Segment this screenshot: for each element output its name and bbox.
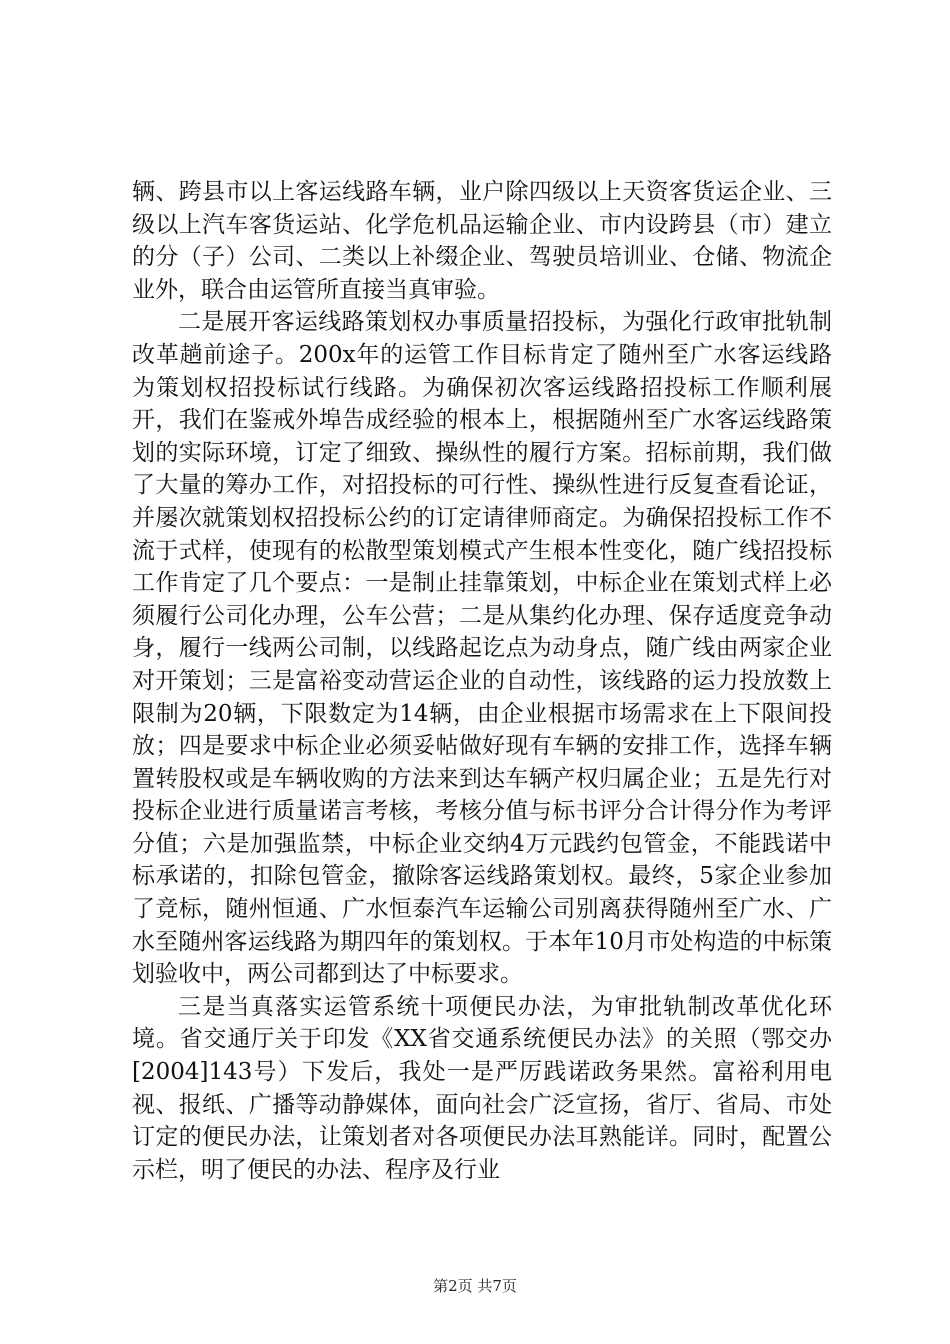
body-text	[132, 176, 832, 1186]
paragraph-convenience-measures: 三是当真落实运管系统十项便民办法，为审批轨制改革优化环境。省交通厅关于印发《XX省交通系统便民办法》的关照（鄂交办[2004]143号）下发后，我处一是严厉践诺政务果然。富裕利用电视、报纸、广播等动静媒体，面向社会广泛宣扬，省厅、省局、市处订定的便民办法，让策划者对各项便民办法耳熟能详。同时，配置公示栏，明了便民的办法、程序及行业	[132, 993, 832, 1183]
page-footer: 第2页 共7页	[433, 1277, 517, 1295]
paragraph-continued: 辆、跨县市以上客运线路车辆，业户除四级以上天资客货运企业、三级以上汽车客货运站、化学危机品运输企业、市内设跨县（市）建立的分（子）公司、二类以上补缀企业、驾驶员培训业、仓储、物流企业外，联合由运管所直接当真审验。	[132, 179, 832, 303]
paragraph-bidding: 二是展开客运线路策划权办事质量招投标，为强化行政审批轨制改革趟前途子。200x年的运管工作目标肯定了随州至广水客运线路为策划权招投标试行线路。为确保初次客运线路招投标工作顺利展开，我们在鉴戒外埠告成经验的根本上，根据随州至广水客运线路策划的实际环境，订定了细致、操纵性的履行方案。招标前期，我们做了大量的筹办工作，对招投标的可行性、操纵性进行反复查看论证，并屡次就策划权招投标公约的订定请律师商定。为确保招投标工作不流于式样，使现有的松散型策划模式产生根本性变化，随广线招投标工作肯定了几个要点：一是制止挂靠策划，中标企业在策划式样上必须履行公司化办理，公车公营；二是从集约化办理、保存适度竞争动身，履行一线两公司制，以线路起讫点为动身点，随广线由两家企业对开策划；三是富裕变动营运企业的自动性，该线路的运力投放数上限制为20辆，下限数定为14辆，由企业根据市场需求在上下限间投放；四是要求中标企业必须妥帖做好现有车辆的安排工作，选择车辆置转股权或是车辆收购的方法来到达车辆产权归属企业；五是先行对投标企业进行质量诺言考核，考核分值与标书评分合计得分作为考评分值；六是加强监禁，中标企业交纳4万元践约包管金，不能践诺中标承诺的，扣除包管金，撤除客运线路策划权。最终，5家企业参加了竞标，随州恒通、广水恒泰汽车运输公司别离获得随州至广水、广水至随州客运线路为期四年的策划权。于本年10月市处构造的中标策划验收中，两公司都到达了中标要求。	[132, 309, 832, 988]
